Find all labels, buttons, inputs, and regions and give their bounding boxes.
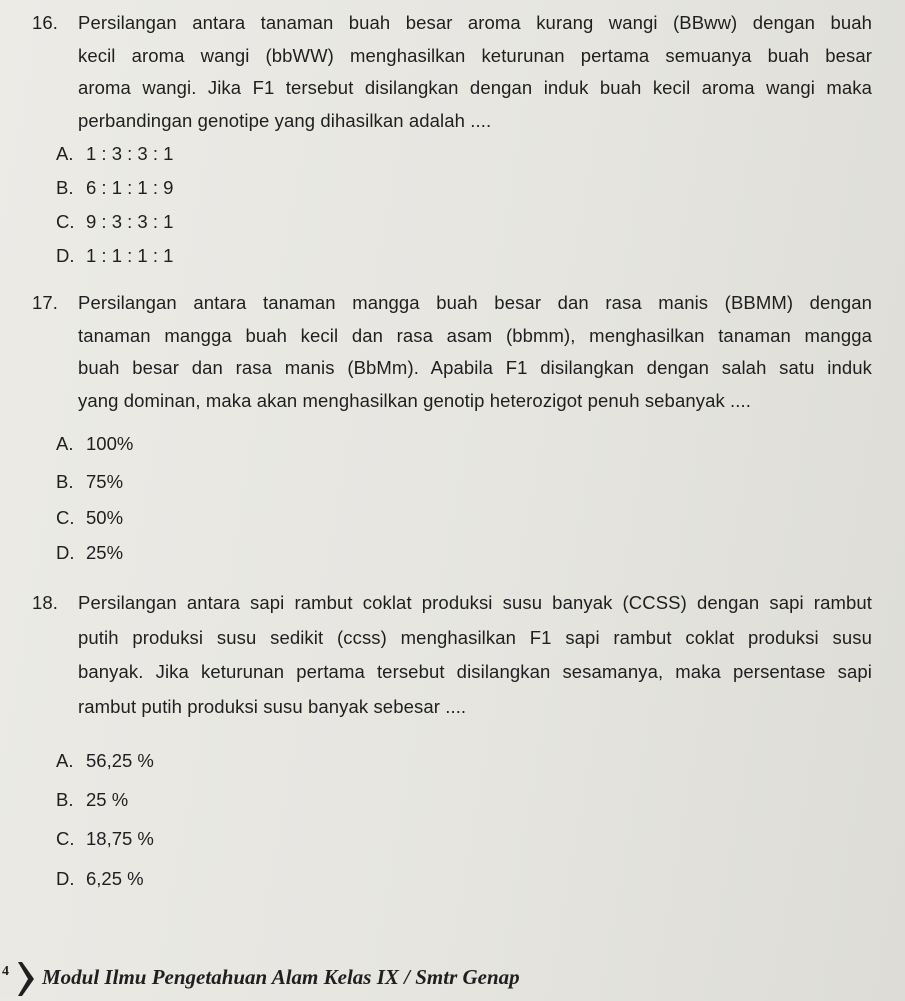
question-text — [78, 592, 872, 728]
question-line: kecil aroma wangi (bbWW) menghasilkan keturunan pertama semuanya buah besar — [78, 44, 872, 66]
option-letter: A. — [56, 750, 74, 771]
option-16-c — [56, 211, 173, 233]
question-number: 16. — [32, 12, 59, 33]
option-16-b — [56, 177, 173, 199]
question-line: buah besar dan rasa manis (BbMm). Apabila F1 disilangkan dengan salah satu induk — [78, 357, 872, 378]
question-line: aroma wangi. Jika F1 tersebut disilangkan dengan induk buah kecil aroma wangi maka — [78, 77, 872, 98]
option-letter: B. — [56, 471, 74, 492]
option-text: 6,25 % — [86, 868, 144, 889]
question-number: 18. — [32, 592, 59, 613]
option-letter: A. — [56, 143, 74, 164]
question-line: tanaman mangga buah kecil dan rasa asam (bbmm), menghasilkan tanaman mangga — [78, 324, 872, 346]
option-text: 1 : 3 : 3 : 1 — [86, 143, 174, 164]
option-letter: C. — [56, 507, 75, 528]
question-line: Persilangan antara sapi rambut coklat produksi susu banyak (CCSS) dengan sapi rambut — [78, 592, 872, 613]
option-text: 6 : 1 : 1 : 9 — [86, 177, 174, 198]
option-text: 100% — [86, 433, 134, 454]
page-footer — [0, 962, 640, 996]
option-text: 75% — [86, 471, 124, 492]
question-line: rambut putih produksi susu banyak sebesar .... — [78, 695, 467, 717]
option-18-b — [56, 789, 128, 811]
option-17-b — [56, 471, 123, 493]
option-text: 1 : 1 : 1 : 1 — [86, 245, 174, 266]
question-line: yang dominan, maka akan menghasilkan genotip heterozigot penuh sebanyak .... — [78, 389, 752, 411]
option-17-c — [56, 507, 123, 529]
footer-title: Modul Ilmu Pengetahuan Alam Kelas IX / Smtr Genap — [42, 965, 520, 989]
option-18-a — [56, 750, 154, 772]
question-line: Persilangan antara tanaman buah besar aroma kurang wangi (BBww) dengan buah — [78, 12, 872, 33]
option-letter: B. — [56, 177, 74, 198]
option-17-a — [56, 433, 133, 455]
option-16-d — [56, 245, 173, 267]
option-letter: A. — [56, 433, 74, 454]
option-letter: D. — [56, 245, 75, 266]
question-number: 17. — [32, 292, 59, 313]
question-line: putih produksi susu sedikit (ccss) menghasilkan F1 sapi rambut coklat produksi susu — [78, 626, 872, 648]
question-line: perbandingan genotipe yang dihasilkan adalah .... — [78, 109, 492, 131]
option-letter: D. — [56, 542, 75, 563]
option-18-d — [56, 868, 144, 890]
option-text: 50% — [86, 507, 124, 528]
option-letter: D. — [56, 868, 75, 889]
option-18-c — [56, 828, 154, 850]
option-text: 25 % — [86, 789, 129, 810]
page-number: 4 — [2, 964, 9, 979]
question-line: Persilangan antara tanaman mangga buah besar dan rasa manis (BBMM) dengan — [78, 292, 872, 313]
option-text: 9 : 3 : 3 : 1 — [86, 211, 174, 232]
option-letter: B. — [56, 789, 74, 810]
option-text: 56,25 % — [86, 750, 154, 771]
option-letter: C. — [56, 828, 75, 849]
option-letter: C. — [56, 211, 75, 232]
question-line: banyak. Jika keturunan pertama tersebut disilangkan sesamanya, maka persentase sapi — [78, 661, 872, 682]
question-text — [78, 12, 872, 142]
question-text — [78, 292, 872, 422]
option-text: 25% — [86, 542, 124, 563]
option-16-a — [56, 143, 173, 165]
option-text: 18,75 % — [86, 828, 154, 849]
option-17-d — [56, 542, 123, 564]
